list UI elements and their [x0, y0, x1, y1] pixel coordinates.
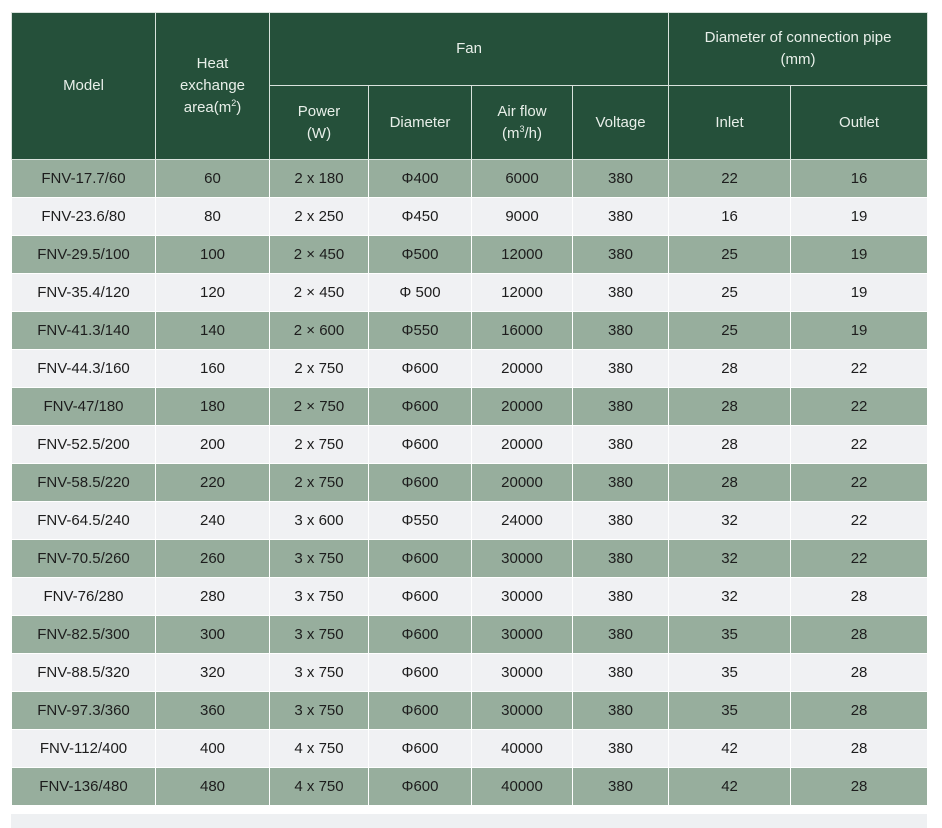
table-row — [12, 502, 928, 540]
cell-model: FNV-58.5/220 — [12, 464, 156, 502]
cell-voltage: 380 — [573, 654, 669, 692]
cell-area: 60 — [156, 160, 270, 198]
cell-outlet: 19 — [791, 198, 928, 236]
cell-outlet: 22 — [791, 502, 928, 540]
cell-diameter: Φ550 — [369, 312, 472, 350]
cell-diameter: Φ600 — [369, 540, 472, 578]
spec-table — [11, 12, 928, 806]
cell-inlet: 28 — [669, 350, 791, 388]
cell-model: FNV-64.5/240 — [12, 502, 156, 540]
cell-power: 2 × 450 — [270, 274, 369, 312]
cell-outlet: 28 — [791, 768, 928, 806]
cell-outlet: 22 — [791, 540, 928, 578]
cell-area: 160 — [156, 350, 270, 388]
cell-voltage: 380 — [573, 692, 669, 730]
cell-outlet: 28 — [791, 578, 928, 616]
cell-area: 260 — [156, 540, 270, 578]
cell-voltage: 380 — [573, 198, 669, 236]
cell-voltage: 380 — [573, 350, 669, 388]
cell-area: 360 — [156, 692, 270, 730]
cell-model: FNV-136/480 — [12, 768, 156, 806]
cell-inlet: 42 — [669, 768, 791, 806]
cell-power: 2 x 250 — [270, 198, 369, 236]
cell-area: 280 — [156, 578, 270, 616]
cell-inlet: 28 — [669, 464, 791, 502]
cell-power: 4 x 750 — [270, 768, 369, 806]
cell-model: FNV-41.3/140 — [12, 312, 156, 350]
cell-power: 3 x 600 — [270, 502, 369, 540]
cell-inlet: 25 — [669, 274, 791, 312]
cell-model: FNV-88.5/320 — [12, 654, 156, 692]
cell-voltage: 380 — [573, 274, 669, 312]
cell-airflow: 40000 — [472, 768, 573, 806]
table-row — [12, 312, 928, 350]
cell-model: FNV-70.5/260 — [12, 540, 156, 578]
cell-inlet: 22 — [669, 160, 791, 198]
cell-voltage: 380 — [573, 578, 669, 616]
cell-power: 2 x 750 — [270, 426, 369, 464]
cell-inlet: 28 — [669, 388, 791, 426]
cell-power: 2 x 750 — [270, 350, 369, 388]
cell-area: 240 — [156, 502, 270, 540]
cell-model: FNV-82.5/300 — [12, 616, 156, 654]
cell-voltage: 380 — [573, 502, 669, 540]
table-row — [12, 350, 928, 388]
cell-inlet: 35 — [669, 654, 791, 692]
cell-power: 2 × 750 — [270, 388, 369, 426]
cell-airflow: 20000 — [472, 388, 573, 426]
cell-airflow: 30000 — [472, 692, 573, 730]
cell-diameter: Φ600 — [369, 464, 472, 502]
cell-inlet: 25 — [669, 312, 791, 350]
cell-model: FNV-97.3/360 — [12, 692, 156, 730]
cell-model: FNV-76/280 — [12, 578, 156, 616]
cell-outlet: 22 — [791, 350, 928, 388]
cell-outlet: 19 — [791, 312, 928, 350]
cell-inlet: 28 — [669, 426, 791, 464]
cell-diameter: Φ600 — [369, 692, 472, 730]
cell-airflow: 12000 — [472, 274, 573, 312]
cell-airflow: 6000 — [472, 160, 573, 198]
cell-inlet: 32 — [669, 578, 791, 616]
cell-voltage: 380 — [573, 540, 669, 578]
header-model: Model — [12, 13, 156, 160]
cell-voltage: 380 — [573, 616, 669, 654]
cell-model: FNV-44.3/160 — [12, 350, 156, 388]
table-row — [12, 388, 928, 426]
cell-diameter: Φ600 — [369, 578, 472, 616]
cell-diameter: Φ600 — [369, 426, 472, 464]
cell-model: FNV-17.7/60 — [12, 160, 156, 198]
cell-diameter: Φ450 — [369, 198, 472, 236]
header-pipe-diameter: Diameter of connection pipe (mm) — [669, 13, 928, 86]
cell-power: 2 x 180 — [270, 160, 369, 198]
cell-area: 80 — [156, 198, 270, 236]
cell-inlet: 42 — [669, 730, 791, 768]
cell-outlet: 28 — [791, 654, 928, 692]
cell-airflow: 30000 — [472, 616, 573, 654]
table-row — [12, 578, 928, 616]
table-row — [12, 540, 928, 578]
cell-power: 3 x 750 — [270, 540, 369, 578]
cell-inlet: 32 — [669, 502, 791, 540]
cell-model: FNV-112/400 — [12, 730, 156, 768]
bottom-strip — [11, 814, 927, 828]
cell-power: 3 x 750 — [270, 692, 369, 730]
cell-inlet: 35 — [669, 692, 791, 730]
cell-diameter: Φ500 — [369, 236, 472, 274]
header-outlet: Outlet — [791, 86, 928, 160]
table-row — [12, 768, 928, 806]
cell-diameter: Φ600 — [369, 768, 472, 806]
cell-outlet: 22 — [791, 426, 928, 464]
cell-airflow: 20000 — [472, 350, 573, 388]
cell-model: FNV-52.5/200 — [12, 426, 156, 464]
cell-outlet: 19 — [791, 236, 928, 274]
cell-diameter: Φ400 — [369, 160, 472, 198]
header-diameter: Diameter — [369, 86, 472, 160]
cell-power: 4 x 750 — [270, 730, 369, 768]
cell-diameter: Φ600 — [369, 730, 472, 768]
cell-area: 200 — [156, 426, 270, 464]
cell-diameter: Φ550 — [369, 502, 472, 540]
cell-power: 2 x 750 — [270, 464, 369, 502]
cell-airflow: 30000 — [472, 578, 573, 616]
cell-airflow: 9000 — [472, 198, 573, 236]
table-body — [12, 160, 928, 806]
cell-model: FNV-47/180 — [12, 388, 156, 426]
cell-power: 3 x 750 — [270, 654, 369, 692]
cell-diameter: Φ600 — [369, 654, 472, 692]
table-row — [12, 616, 928, 654]
cell-airflow: 24000 — [472, 502, 573, 540]
cell-area: 180 — [156, 388, 270, 426]
cell-airflow: 20000 — [472, 464, 573, 502]
cell-outlet: 28 — [791, 692, 928, 730]
cell-inlet: 16 — [669, 198, 791, 236]
cell-power: 2 × 450 — [270, 236, 369, 274]
cell-inlet: 35 — [669, 616, 791, 654]
cell-area: 480 — [156, 768, 270, 806]
cell-outlet: 22 — [791, 388, 928, 426]
header-fan: Fan — [270, 13, 669, 86]
cell-inlet: 32 — [669, 540, 791, 578]
header-inlet: Inlet — [669, 86, 791, 160]
cell-voltage: 380 — [573, 768, 669, 806]
cell-voltage: 380 — [573, 236, 669, 274]
cell-diameter: Φ 500 — [369, 274, 472, 312]
table-row — [12, 198, 928, 236]
cell-voltage: 380 — [573, 388, 669, 426]
table-row — [12, 274, 928, 312]
cell-power: 3 x 750 — [270, 578, 369, 616]
table-row — [12, 730, 928, 768]
cell-area: 100 — [156, 236, 270, 274]
cell-airflow: 30000 — [472, 540, 573, 578]
cell-airflow: 40000 — [472, 730, 573, 768]
header-heat-area: Heat exchange $area(m^2)$ — [156, 13, 270, 160]
cell-outlet: 16 — [791, 160, 928, 198]
cell-model: FNV-23.6/80 — [12, 198, 156, 236]
cell-area: 400 — [156, 730, 270, 768]
cell-voltage: 380 — [573, 464, 669, 502]
cell-area: 120 — [156, 274, 270, 312]
table-row — [12, 654, 928, 692]
cell-voltage: 380 — [573, 730, 669, 768]
cell-voltage: 380 — [573, 312, 669, 350]
table-row — [12, 426, 928, 464]
cell-area: 300 — [156, 616, 270, 654]
spec-table-container — [11, 12, 927, 806]
cell-diameter: Φ600 — [369, 350, 472, 388]
header-airflow: Air flow $(m^3/h)$ — [472, 86, 573, 160]
table-row — [12, 692, 928, 730]
cell-diameter: Φ600 — [369, 616, 472, 654]
cell-outlet: 28 — [791, 730, 928, 768]
cell-outlet: 22 — [791, 464, 928, 502]
cell-diameter: Φ600 — [369, 388, 472, 426]
cell-area: 140 — [156, 312, 270, 350]
table-row — [12, 160, 928, 198]
header-power: Power (W) — [270, 86, 369, 160]
header-voltage: Voltage — [573, 86, 669, 160]
table-row — [12, 236, 928, 274]
cell-voltage: 380 — [573, 426, 669, 464]
cell-power: 3 x 750 — [270, 616, 369, 654]
cell-model: FNV-35.4/120 — [12, 274, 156, 312]
cell-airflow: 16000 — [472, 312, 573, 350]
cell-airflow: 30000 — [472, 654, 573, 692]
cell-power: 2 × 600 — [270, 312, 369, 350]
cell-voltage: 380 — [573, 160, 669, 198]
table-row — [12, 464, 928, 502]
cell-model: FNV-29.5/100 — [12, 236, 156, 274]
header-row-1 — [12, 13, 928, 86]
cell-outlet: 28 — [791, 616, 928, 654]
cell-area: 220 — [156, 464, 270, 502]
cell-inlet: 25 — [669, 236, 791, 274]
cell-outlet: 19 — [791, 274, 928, 312]
cell-airflow: 20000 — [472, 426, 573, 464]
cell-airflow: 12000 — [472, 236, 573, 274]
cell-area: 320 — [156, 654, 270, 692]
